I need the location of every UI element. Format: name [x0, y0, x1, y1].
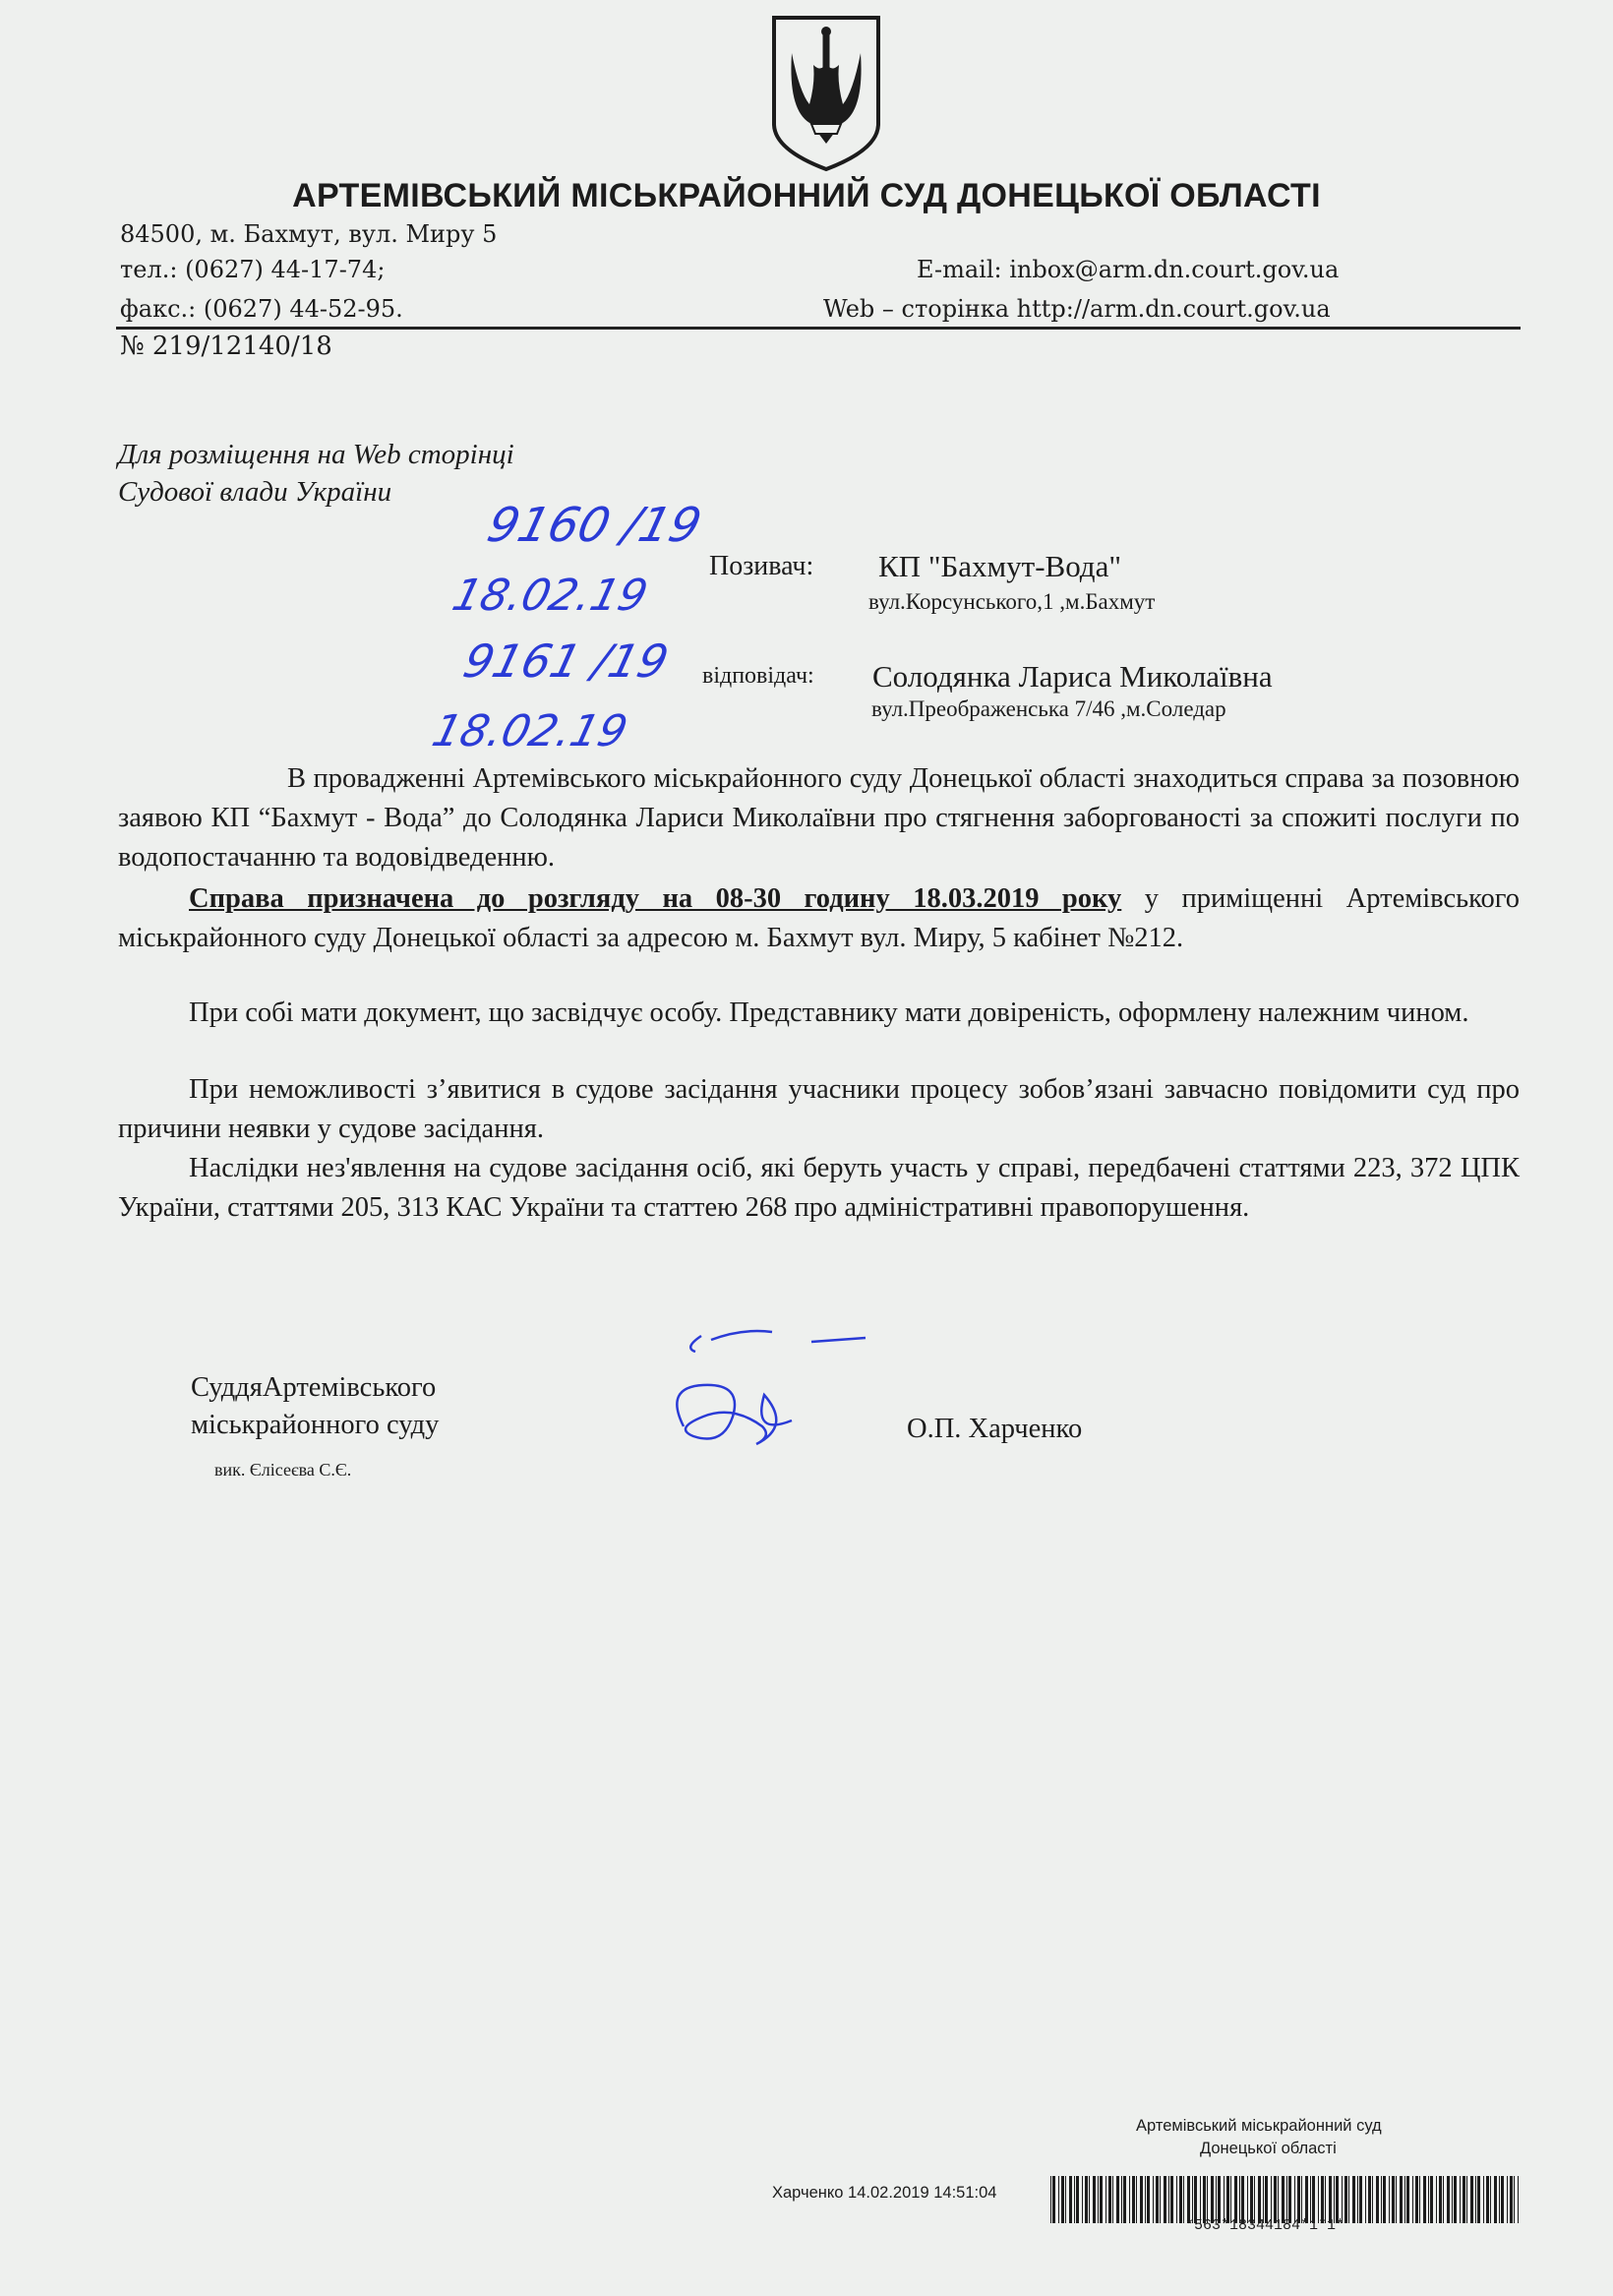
plaintiff-label: Позивач: [709, 551, 814, 581]
barcode-number: *563*18344184*1*1* [1185, 2217, 1345, 2234]
stamp-org-line1: Артемівський міськрайонний суд [1136, 2117, 1382, 2135]
body-paragraph-proceedings-text: В провадженні Артемівського міськрайонного суду Донецької області знаходиться справа за позовною заявою КП “Бахмут - Вода” до Солодянка Лариси Миколаївни про стягнення заборгованості за спожиті послуги по водопостачанню та водовідведенню. [118, 763, 1520, 873]
defendant-name: Солодянка Лариса Миколаївна [872, 659, 1273, 694]
handwritten-note-1: 9160 /19 [482, 498, 707, 553]
court-address: 84500, м. Бахмут, вул. Миру 5 [120, 220, 498, 248]
body-paragraph-hearing [118, 879, 1520, 958]
body-paragraph-consequences-text: Наслідки нез'явлення на судове засідання осіб, які беруть участь у справі, передбачені статтями 223, 372 ЦПК України, статтями 205, 313 КАС України та статтею 268 про адміністративні правопорушення. [118, 1153, 1520, 1223]
placement-note-line1: Для розміщення на Web сторінці [118, 439, 514, 470]
handwritten-note-3: 9161 /19 [457, 635, 674, 689]
body-paragraph-consequences [118, 1149, 1520, 1228]
defendant-address: вул.Преображенська 7/46 ,м.Соледар [871, 696, 1226, 721]
body-paragraph-documents [118, 994, 1520, 1033]
defendant-label: відповідач: [702, 663, 814, 689]
court-name-title: АРТЕМІВСЬКИЙ МІСЬКРАЙОННИЙ СУД ДОНЕЦЬКОЇ ОБЛАСТІ [292, 177, 1321, 214]
court-website: Web – сторінка http://arm.dn.court.gov.ua [823, 295, 1331, 323]
judge-title-line2: міськрайонного суду [191, 1410, 440, 1440]
case-reference-number: № 219/12140/18 [120, 332, 332, 361]
judge-title-line1: СуддяАртемівського [191, 1372, 437, 1403]
handwritten-note-2: 18.02.19 [447, 570, 653, 621]
handwritten-note-4: 18.02.19 [427, 705, 633, 756]
placement-note-line2: Судової влади України [118, 476, 392, 508]
coat-of-arms-emblem [768, 14, 884, 173]
stamp-signer-timestamp: Харченко 14.02.2019 14:51:04 [772, 2184, 997, 2202]
judge-name: О.П. Харченко [907, 1414, 1083, 1444]
body-paragraph-absence-notice [118, 1070, 1520, 1149]
judge-signature [654, 1318, 880, 1466]
court-phone: тел.: (0627) 44-17-74; [120, 256, 386, 283]
executor-name: вик. Єлісеєва С.Є. [214, 1460, 352, 1480]
court-fax: факс.: (0627) 44-52-95. [120, 295, 403, 323]
plaintiff-address: вул.Корсунського,1 ,м.Бахмут [868, 589, 1156, 614]
body-paragraph-documents-text: При собі мати документ, що засвідчує особу. Представнику мати довіреність, оформлену належним чином. [189, 997, 1469, 1028]
handwritten-registration-notes [427, 482, 728, 757]
header-divider [116, 327, 1521, 330]
body-paragraph-absence-text: При неможливості з’явитися в судове засідання учасники процесу зобов’язані завчасно повідомити суд про причини неявки у судове засідання. [118, 1074, 1520, 1144]
body-paragraph-proceedings [118, 759, 1520, 877]
hearing-date-emphasis: Справа призначена до розгляду на 08-30 годину 18.03.2019 року [189, 883, 1122, 914]
stamp-org-line2: Донецької області [1200, 2140, 1337, 2157]
court-email: E-mail: inbox@arm.dn.court.gov.ua [917, 256, 1340, 283]
barcode [1050, 2176, 1521, 2223]
plaintiff-name: КП "Бахмут-Вода" [878, 549, 1121, 583]
hearing-location-text: у приміщенні Артемівського міськрайонного суду Донецької області за адресою м. Бахмут вул. Миру, 5 кабінет №212. [118, 883, 1520, 953]
